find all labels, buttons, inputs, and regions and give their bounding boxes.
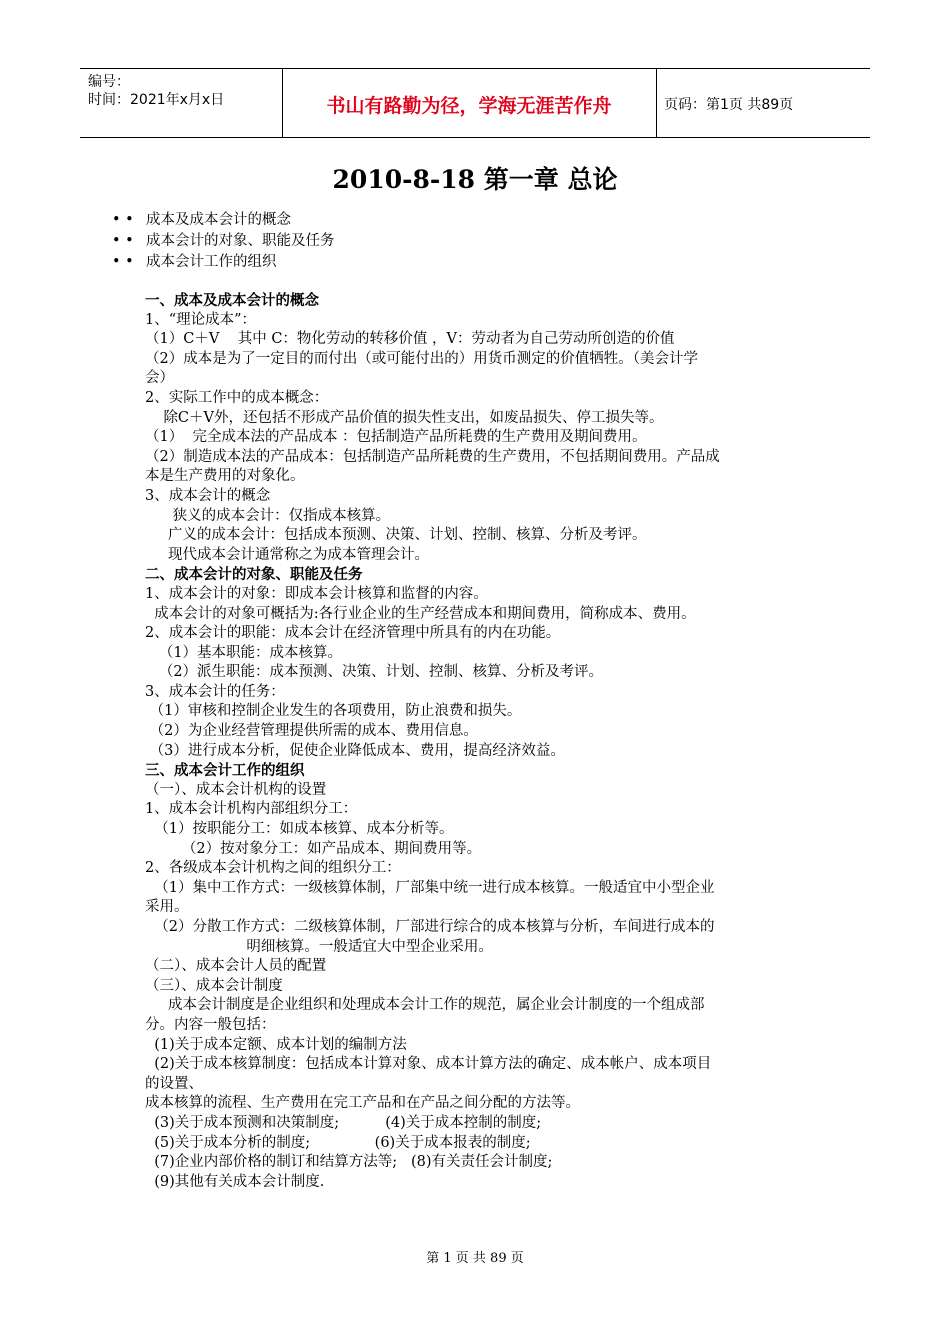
body-line: （2）为企业经营管理提供所需的成本、费用信息。: [145, 723, 478, 740]
body-line: （2）制造成本法的产品成本：包括制造产品所耗费的生产费用，不包括期间费用。产品成: [145, 448, 720, 465]
body-line: 2、实际工作中的成本概念：: [145, 389, 329, 406]
section-heading: 三、成本会计工作的组织: [145, 762, 305, 780]
body-line: 会）: [145, 370, 174, 387]
body-line: 除C＋V外，还包括不形成产品价值的损失性支出，如废品损失、停工损失等。: [145, 409, 664, 426]
body-line: 1、成本会计的对象：即成本会计核算和监督的内容。: [145, 585, 488, 602]
body-line: （1）集中工作方式：一级核算体制，厂部集中统一进行成本核算。一般适宜中小型企业: [145, 879, 715, 896]
body-line: （1）C＋V 其中 C：物化劳动的转移价值 ，V：劳动者为自己劳动所创造的价值: [145, 331, 675, 348]
body-line: （一）、成本会计机构的设置: [145, 781, 327, 798]
doc-time-label: 时间：2021年x月x日: [88, 92, 225, 108]
toc-item: • • 成本会计的对象、职能及任务: [112, 231, 335, 252]
document-body: [145, 291, 815, 1192]
page-header: [80, 68, 870, 138]
body-line: (3)关于成本预测和决策制度; (4)关于成本控制的制度;: [145, 1114, 542, 1131]
body-line: 成本核算的流程、生产费用在完工产品和在产品之间分配的方法等。: [145, 1095, 580, 1112]
body-line: （2）派生职能：成本预测、决策、计划、控制、核算、分析及考评。: [145, 664, 604, 681]
body-line: （1）审核和控制企业发生的各项费用，防止浪费和损失。: [145, 703, 522, 720]
header-motto: 书山有路勤为径，学海无涯苦作舟: [326, 95, 612, 117]
body-line: 2、成本会计的职能：成本会计在经济管理中所具有的内在功能。: [145, 625, 561, 642]
chapter-title: 2010-8-18 第一章 总论: [332, 165, 618, 194]
body-line: 3、成本会计的概念: [145, 487, 271, 504]
body-line: 广义的成本会计：包括成本预测、决策、计划、控制、核算、分析及考评。: [145, 527, 647, 544]
body-line: （2）成本是为了一定目的而付出（或可能付出的）用货币测定的价值牺牲。（美会计学: [145, 350, 698, 367]
header-page-label: 页码：第1页 共89页: [664, 97, 794, 113]
body-line: 的设置、: [145, 1075, 203, 1092]
body-line: 分。内容一般包括：: [145, 1016, 276, 1033]
page-footer: 第 1 页 共 89 页: [426, 1251, 524, 1266]
body-line: （2）按对象分工：如产品成本、期间费用等。: [145, 840, 482, 857]
body-line: 3、成本会计的任务：: [145, 683, 285, 700]
header-meta: [88, 73, 224, 109]
section-heading: 二、成本会计的对象、职能及任务: [145, 566, 363, 584]
body-line: 成本会计的对象可概括为:各行业企业的生产经营成本和期间费用，简称成本、费用。: [145, 605, 696, 622]
body-line: 明细核算。一般适宜大中型企业采用。: [145, 938, 493, 955]
body-line: （3）进行成本分析，促使企业降低成本、费用，提高经济效益。: [145, 742, 565, 759]
body-line: （2）分散工作方式：二级核算体制，厂部进行综合的成本核算与分析，车间进行成本的: [145, 919, 715, 935]
body-line: 2、各级成本会计机构之间的组织分工：: [145, 860, 401, 877]
body-line: （二）、成本会计人员的配置: [145, 958, 327, 975]
toc-list: [112, 210, 335, 273]
body-line: (9)其他有关成本会计制度.: [145, 1173, 325, 1190]
body-line: 1、成本会计机构内部组织分工：: [145, 801, 358, 818]
body-line: 现代成本会计通常称之为成本管理会计。: [145, 546, 430, 563]
body-line: (1)关于成本定额、成本计划的编制方法: [145, 1036, 407, 1053]
bullet-icon: • •: [112, 233, 134, 249]
body-line: （三）、成本会计制度: [145, 977, 283, 994]
toc-item: • • 成本及成本会计的概念: [112, 210, 335, 231]
body-line: (5)关于成本分析的制度; (6)关于成本报表的制度;: [145, 1134, 531, 1151]
body-line: （1）基本职能：成本核算。: [145, 644, 343, 661]
body-line: 本是生产费用的对象化。: [145, 468, 305, 485]
body-line: (7)企业内部价格的制订和结算方法等; (8)有关责任会计制度;: [145, 1154, 553, 1171]
bullet-icon: • •: [112, 254, 134, 270]
body-line: 采用。: [145, 899, 189, 916]
body-line: 1、“理论成本”：: [145, 311, 257, 328]
body-line: 狭义的成本会计：仅指成本核算。: [145, 507, 391, 524]
body-line: （1）按职能分工：如成本核算、成本分析等。: [145, 821, 454, 838]
header-divider: [656, 69, 657, 137]
body-line: (2)关于成本核算制度：包括成本计算对象、成本计算方法的确定、成本帐户、成本项目: [145, 1056, 712, 1073]
bullet-icon: • •: [112, 212, 134, 228]
body-line: （1） 完全成本法的产品成本 ：包括制造产品所耗费的生产费用及期间费用。: [145, 429, 647, 446]
toc-item: • • 成本会计工作的组织: [112, 252, 335, 273]
body-line: 成本会计制度是企业组织和处理成本会计工作的规范，属企业会计制度的一个组成部: [145, 997, 705, 1014]
doc-number-label: 编号：: [88, 74, 130, 90]
section-heading: 一、成本及成本会计的概念: [145, 292, 319, 309]
